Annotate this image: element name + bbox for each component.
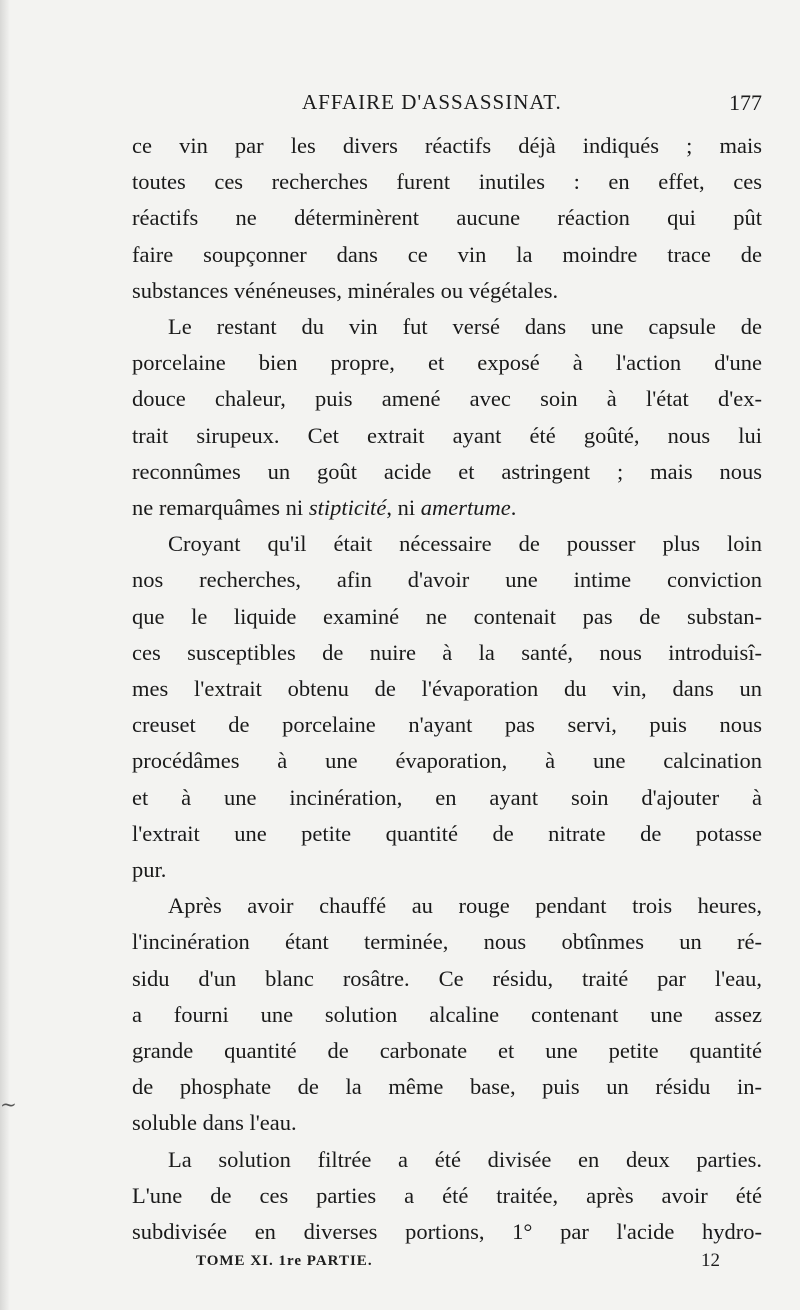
text-line: Le restant du vin fut versé dans une capsule de — [168, 314, 762, 340]
text-run: ne remarquâmes ni — [132, 495, 309, 521]
text-line: subdivisée en diverses portions, 1° par l'acide hydro- — [132, 1219, 762, 1245]
text-line: ce vin par les divers réactifs déjà indiqués ; mais — [132, 133, 762, 158]
text-line: porcelaine bien propre, et exposé à l'action d'une — [132, 350, 762, 376]
volume-signature: TOME XI. 1re PARTIE. — [196, 1253, 373, 1269]
text-line: ces susceptibles de nuire à la santé, nous introduisî- — [132, 639, 762, 665]
text-line: creuset de porcelaine n'ayant pas servi, puis nous — [132, 712, 762, 738]
paragraph-1 — [132, 128, 762, 309]
text-line: nos recherches, afin d'avoir une intime conviction — [132, 567, 762, 593]
paragraph-5 — [132, 1142, 762, 1251]
text-line: grande quantité de carbonate et une petite quantité — [132, 1038, 762, 1064]
text-line: réactifs ne déterminèrent aucune réaction qui pût — [132, 205, 762, 231]
paragraph-4 — [132, 888, 762, 1141]
text-line: que le liquide examiné ne contenait pas de substan- — [132, 603, 762, 629]
text-line: procédâmes à une évaporation, à une calcination — [132, 748, 762, 774]
text-line: L'une de ces parties a été traitée, après avoir été — [132, 1182, 762, 1208]
paragraph-2 — [132, 309, 762, 526]
text-line: toutes ces recherches furent inutiles : en effet, ces — [132, 169, 762, 195]
text-line: pur. — [132, 857, 167, 883]
text-line: trait sirupeux. Cet extrait ayant été goûté, nous lui — [132, 422, 762, 448]
text-line: faire soupçonner dans ce vin la moindre trace de — [132, 241, 762, 267]
text-line: La solution filtrée a été divisée en deux parties. — [168, 1146, 762, 1172]
body-text — [132, 128, 762, 1250]
text-line: Après avoir chauffé au rouge pendant trois heures, — [168, 893, 762, 919]
binding-thread-mark: ~ — [0, 1092, 17, 1116]
page-number: 177 — [729, 90, 762, 115]
text-line: mes l'extrait obtenu de l'évaporation du vin, dans un — [132, 676, 762, 702]
running-title: AFFAIRE D'ASSASSINAT. — [302, 90, 562, 114]
text-line: substances vénéneuses, minérales ou végétales. — [132, 277, 559, 303]
text-line: a fourni une solution alcaline contenant une assez — [132, 1001, 762, 1027]
text-run: , ni — [386, 495, 421, 521]
text-line: reconnûmes un goût acide et astringent ; mais nous — [132, 458, 762, 484]
text-run: . — [510, 495, 517, 521]
italic-term: stipticité — [308, 495, 387, 521]
text-line: et à une incinération, en ayant soin d'ajouter à — [132, 784, 762, 810]
paragraph-3 — [132, 526, 762, 888]
text-line: Croyant qu'il était nécessaire de pousser plus loin — [168, 531, 762, 557]
running-head — [132, 88, 762, 118]
text-line: sidu d'un blanc rosâtre. Ce résidu, traité par l'eau, — [132, 965, 762, 991]
text-line: soluble dans l'eau. — [132, 1110, 297, 1136]
text-line — [132, 490, 762, 526]
text-line: douce chaleur, puis amené avec soin à l'état d'ex- — [132, 386, 762, 412]
text-line: de phosphate de la même base, puis un résidu in- — [132, 1074, 762, 1100]
italic-term: amertume — [420, 495, 511, 521]
signature-number: 12 — [701, 1250, 720, 1271]
text-line: l'incinération étant terminée, nous obtînmes un ré- — [132, 929, 762, 955]
text-line: l'extrait une petite quantité de nitrate de potasse — [132, 820, 762, 846]
signature-line — [196, 1250, 720, 1278]
